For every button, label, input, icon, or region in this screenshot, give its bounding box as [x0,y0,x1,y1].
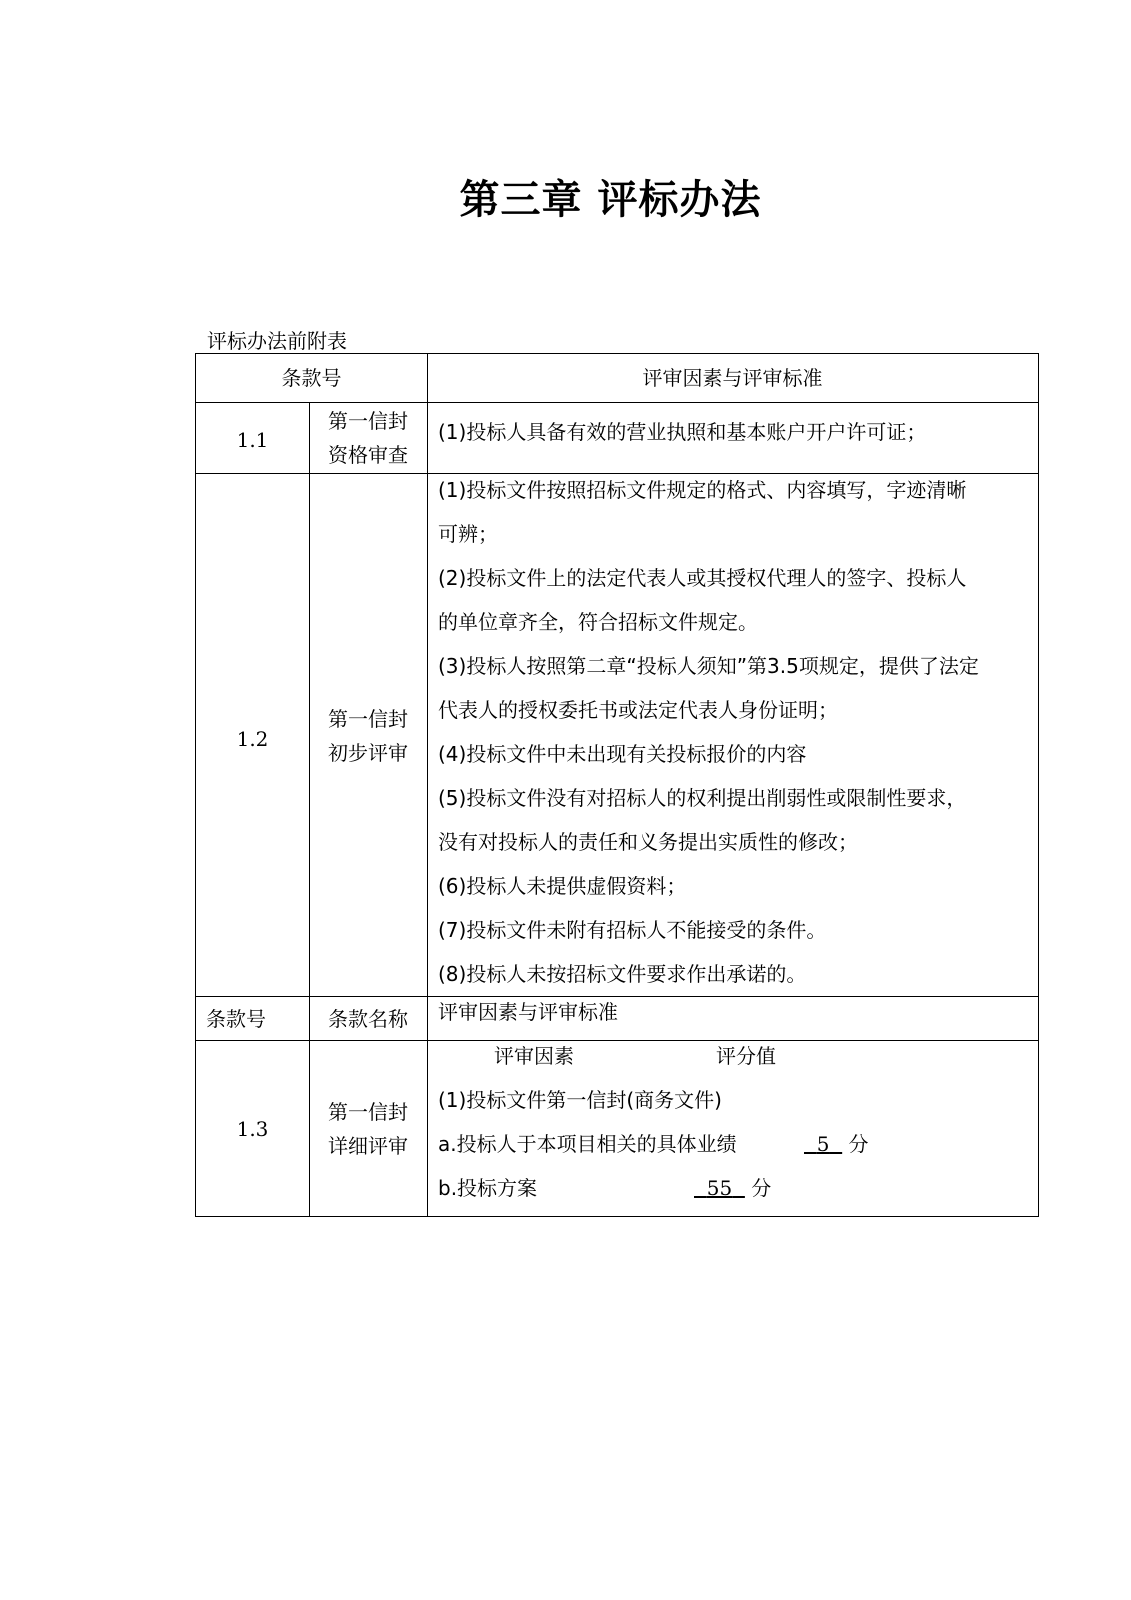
item-a-score [804,1132,842,1156]
criteria-line: (8)投标人未按招标文件要求作出承诺的。 [438,962,807,986]
clause-name-line: 第一信封 [328,707,408,731]
clause-name-1-1 [309,404,427,472]
criteria-line: (6)投标人未提供虚假资料； [438,874,687,898]
subheader-criteria: 评审因素与评审标准 [438,1000,618,1024]
col-divider [427,354,428,1216]
criteria-line: (1)投标人具备有效的营业执照和基本账户开户许可证； [438,420,927,444]
clause-name-line: 详细评审 [328,1134,408,1158]
evaluation-table [195,353,1039,1217]
clause-number-1-1: 1.1 [236,428,269,452]
page-title: 第三章 评标办法 [459,177,762,223]
item-a-unit: 分 [848,1132,869,1156]
criteria-line: (7)投标文件未附有招标人不能接受的条件。 [438,918,827,942]
criteria-line: (1)投标文件按照招标文件规定的格式、内容填写，字迹清晰 [438,478,967,502]
criteria-1-1 [438,410,1033,454]
clause-number-1-2: 1.2 [236,727,269,751]
header-criteria: 评审因素与评审标准 [642,366,823,390]
clause-number-1-3: 1.3 [236,1117,269,1141]
criteria-line: (5)投标文件没有对招标人的权利提出削弱性或限制性要求， [438,786,967,810]
item-b-unit: 分 [751,1176,772,1200]
criteria-1-3 [438,1034,1033,1210]
score-item-a [438,1122,1033,1166]
clause-name-1-3 [309,1095,427,1163]
header-clause-no: 条款号 [281,366,342,390]
clause-name-1-2 [309,702,427,770]
criteria-line: 代表人的授权委托书或法定代表人身份证明； [438,698,838,722]
item-b-score-group [694,1166,771,1210]
score-item-b [438,1166,1033,1210]
score-column-headers [438,1034,1033,1078]
item-b-score [694,1176,745,1200]
clause-name-line: 资格审查 [328,443,408,467]
col-score-label: 评分值 [716,1044,776,1068]
criteria-line: 的单位章齐全，符合招标文件规定。 [438,610,758,634]
subheader-clause-no: 条款号 [206,1007,266,1031]
row-divider [196,402,1038,403]
criteria-line: (1)投标文件第一信封(商务文件) [438,1088,722,1112]
col-factor-label: 评审因素 [494,1044,574,1068]
criteria-line: (4)投标文件中未出现有关投标报价的内容 [438,742,807,766]
item-b-score-value: 55 [706,1176,733,1200]
table-caption: 评标办法前附表 [207,329,347,353]
item-a-score-group [804,1122,869,1166]
criteria-line: 没有对投标人的责任和义务提出实质性的修改； [438,830,858,854]
col-divider [309,402,310,1216]
item-b-label: b.投标方案 [438,1176,538,1200]
criteria-1-2 [438,468,1033,996]
clause-name-line: 初步评审 [328,741,408,765]
criteria-line: (2)投标文件上的法定代表人或其授权代理人的签字、投标人 [438,566,967,590]
subheader-clause-name: 条款名称 [328,1007,408,1031]
clause-name-line: 第一信封 [328,1100,408,1124]
item-a-label: a.投标人于本项目相关的具体业绩 [438,1132,737,1156]
criteria-line: 可辨； [438,522,498,546]
item-a-score-value: 5 [816,1132,830,1156]
criteria-line: (3)投标人按照第二章“投标人须知”第3.5项规定，提供了法定 [438,654,979,678]
clause-name-line: 第一信封 [328,409,408,433]
